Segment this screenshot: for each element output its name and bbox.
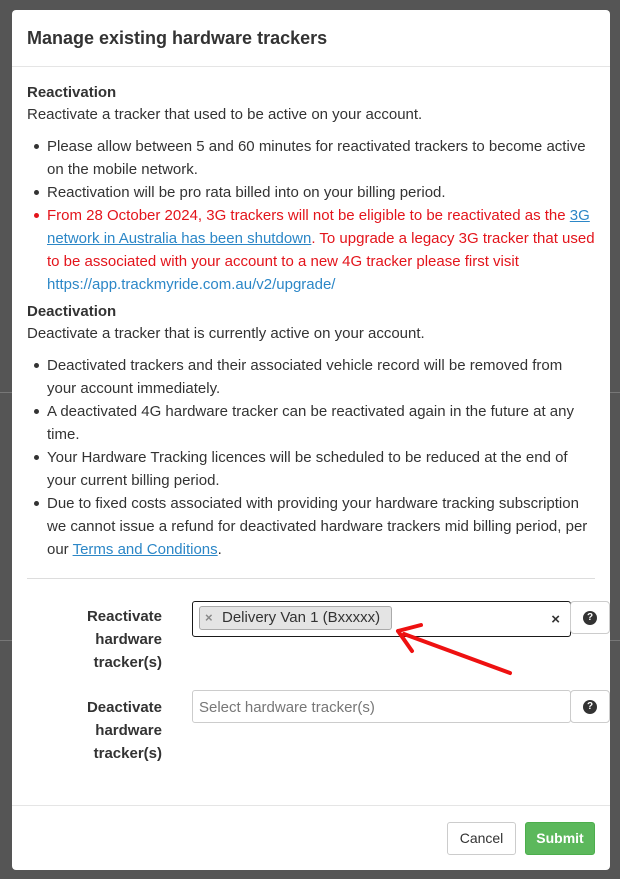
deactivate-tracker-select[interactable] [192,690,571,723]
background-divider [0,392,12,393]
deactivate-placeholder: Select hardware tracker(s) [199,699,375,716]
manage-trackers-modal [12,10,610,870]
warning-text: From 28 October 2024, 3G trackers will not be eligible to be reactivated as the [47,207,570,224]
submit-button[interactable]: Submit [525,822,595,855]
list-item: Reactivation will be pro rata billed into on your billing period. [27,181,595,204]
reactivate-label [57,605,162,674]
label-line: Deactivate [86,699,162,716]
cancel-button[interactable]: Cancel [447,822,516,855]
selected-tracker-label: Delivery Van 1 (Bxxxxx) [222,609,381,626]
deactivate-label [57,696,162,765]
deactivation-description: Deactivate a tracker that is currently active on your account. [27,325,425,342]
label-line: hardware [95,631,162,648]
reactivate-help-button[interactable] [570,601,610,634]
reactivation-list [27,135,595,296]
shutdown-warning [27,204,595,296]
list-item: Your Hardware Tracking licences will be scheduled to be reduced at the end of your current billing period. [27,446,595,492]
background-divider [610,640,620,641]
tracker-form [27,579,595,794]
modal-header [12,10,610,67]
list-item: Please allow between 5 and 60 minutes for reactivated trackers to become active on the mobile network. [27,135,595,181]
background-divider [610,392,620,393]
list-item [27,492,595,561]
reactivate-tracker-select[interactable] [192,601,571,637]
upgrade-link[interactable]: https://app.trackmyride.com.au/v2/upgrade/ [47,276,336,293]
reactivation-heading: Reactivation [27,84,117,101]
selected-tracker-chip [199,606,392,630]
shutdown-info-link[interactable]: 3G network in Australia has been shutdown [47,207,590,247]
reactivation-description: Reactivate a tracker that used to be active on your account. [27,106,423,123]
background-divider [0,640,12,641]
close-icon[interactable]: × [205,610,213,625]
deactivation-heading: Deactivation [27,303,117,320]
modal-footer [12,805,610,870]
label-line: Reactivate [86,608,162,625]
list-item: Deactivated trackers and their associated vehicle record will be removed from your account immediately. [27,354,595,400]
modal-body [12,67,610,794]
deactivate-help-button[interactable] [570,690,610,723]
label-line: hardware [95,722,162,739]
close-icon[interactable]: × [551,611,560,628]
question-circle-icon: ? [583,611,597,625]
list-item-text: Due to fixed costs associated with providing your hardware tracking subscription we cannot issue a refund for deactivated hardware trackers mid billing period, per our [47,495,588,558]
label-line: tracker(s) [93,654,162,671]
question-circle-icon: ? [583,700,597,714]
modal-title: Manage existing hardware trackers [27,28,328,48]
terms-link[interactable]: Terms and Conditions [72,541,218,558]
deactivation-list [27,354,595,561]
list-item-text: . [217,541,222,558]
label-line: tracker(s) [93,745,162,762]
list-item: A deactivated 4G hardware tracker can be reactivated again in the future at any time. [27,400,595,446]
warning-text: . To upgrade a legacy 3G tracker that used to be associated with your account to a new 4G tracker please first visit [47,230,595,270]
